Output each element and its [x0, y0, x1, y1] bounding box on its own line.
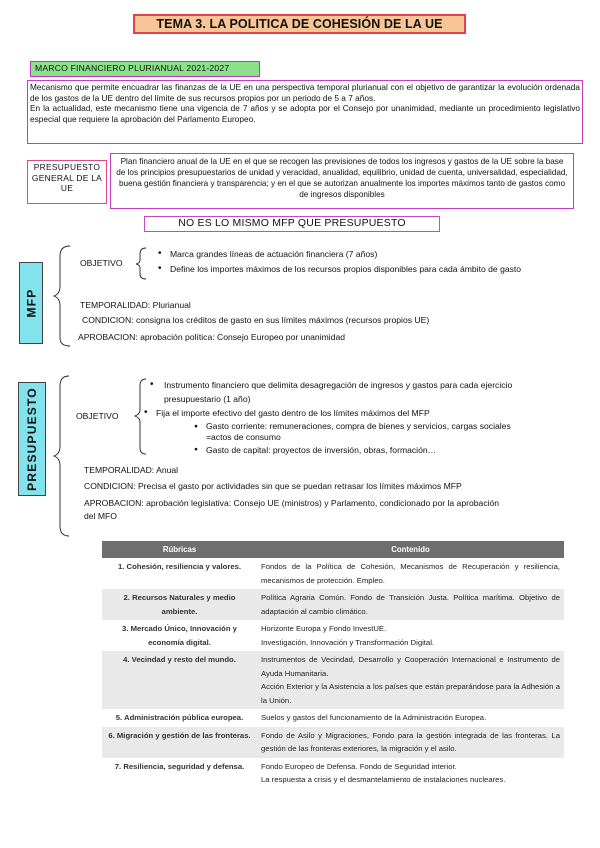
- presupuesto-objetivo-label: OBJETIVO: [76, 411, 119, 421]
- table-header-row: [102, 541, 564, 558]
- presupuesto-temporalidad: TEMPORALIDAD: Anual: [84, 465, 179, 475]
- comparison-header: NO ES LO MISMO MFP QUE PRESUPUESTO: [144, 216, 440, 232]
- rubrica-cell: 7. Resiliencia, seguridad y defensa.: [102, 758, 257, 789]
- contenido-paragraph: Investigación, Innovación y Transformación Digital.: [261, 637, 435, 647]
- mfp-temporalidad: TEMPORALIDAD: Plurianual: [80, 300, 191, 310]
- presupuesto-brace: [54, 376, 69, 536]
- presupuesto-aprobacion: [84, 497, 499, 523]
- presupuesto-general-definition: Plan financiero anual de la UE en el que se recogen las previsiones de todos los ingresos y gastos de la UE sobre la base de los principios presupuestarios de unidad y veracidad, anualidad, equilibrio, unidad de cuenta, universalidad, especialidad, buena gestión financiera y transparencia; y en el que se autorizan anualmente los importes máximos tanto de gastos como de ingresos disponibles: [110, 153, 574, 209]
- bullet-icon: •: [144, 407, 148, 419]
- page-title: TEMA 3. LA POLITICA DE COHESIÓN DE LA UE: [133, 14, 466, 34]
- mfp-objetivo-brace: [136, 248, 146, 279]
- rubrica-cell: 1. Cohesión, resiliencia y valores.: [102, 558, 257, 589]
- contenido-paragraph: La respuesta a crisis y el desmantelamiento de instalaciones nucleares.: [261, 775, 506, 784]
- table-row: [102, 558, 564, 589]
- marco-paragraph-2: En la actualidad, este mecanismo tiene una vigencia de 7 años y se adopta por el Consejo por unanimidad, mediante un procedimiento legislativo especial que requiere la aprobación del Parlamento Europeo.: [30, 103, 580, 125]
- rubricas-table: [102, 541, 564, 789]
- table-row: [102, 709, 564, 727]
- contenido-paragraph: Horizonte Europa y Fondo InvestUE.: [261, 624, 387, 633]
- presupuesto-item1-line1: Instrumento financiero que delimita desagregación de ingresos y gastos para cada ejercicio: [164, 380, 513, 390]
- presupuesto-sub1-line2: =actos de consumo: [206, 432, 281, 443]
- marco-paragraph-1: Mecanismo que permite encuadrar las finanzas de la UE en una perspectiva temporal plurianual con el objetivo de garantizar la evolución ordenada de los gastos de la UE dentro del límite de sus recursos propios por un periodo de 5 a 7 años.: [30, 82, 580, 103]
- mfp-objetivo-label: OBJETIVO: [80, 258, 123, 268]
- contenido-paragraph: Fondos de la Política de Cohesión, Mecanismos de Recuperación y resiliencia, mecanismos de protección. Empleo.: [261, 562, 560, 585]
- contenido-cell: [257, 727, 564, 758]
- presupuesto-tab-label: PRESUPUESTO: [25, 387, 40, 491]
- mfp-objetivo-list: [156, 248, 521, 275]
- table-header-contenido: Contenido: [257, 541, 564, 558]
- table-row: [102, 727, 564, 758]
- mfp-objetivo-item: • Marca grandes líneas de actuación financiera (7 años): [156, 248, 521, 260]
- contenido-cell: [257, 558, 564, 589]
- mfp-objetivo-item: • Define los importes máximos de los recursos propios disponibles para cada ámbito de gasto: [156, 263, 521, 275]
- contenido-cell: [257, 589, 564, 620]
- mfp-aprobacion: APROBACION: aprobación política: Consejo Europeo por unanimidad: [78, 332, 346, 342]
- mfp-brace: [54, 246, 70, 346]
- presupuesto-tab: [18, 382, 46, 496]
- table-row: [102, 620, 564, 651]
- contenido-paragraph: Suelos y gastos del funcionamiento de la Administración Europea.: [261, 713, 487, 722]
- presupuesto-item2: Fija el importe efectivo del gasto dentro de los límites máximos del MFP: [156, 408, 430, 419]
- presupuesto-sub2: Gasto de capital: proyectos de inversión, obras, formación…: [206, 444, 437, 455]
- presupuesto-item1-line2: presupuestario (1 año): [164, 394, 251, 405]
- rubrica-cell: 4. Vecindad y resto del mundo.: [102, 651, 257, 709]
- presupuesto-condicion: CONDICION: Precisa el gasto por actividades sin que se puedan retrasar los límites máximos MFP: [84, 481, 462, 491]
- marco-label: MARCO FINANCIERO PLURIANUAL 2021-2027: [30, 61, 260, 77]
- contenido-paragraph: Acción Exterior y la Asistencia a los países que están preparándose para la Adhesión a la Unión.: [261, 682, 560, 705]
- sub-bullet-icon: ●: [194, 445, 198, 453]
- mfp-tab-label: MFP: [24, 288, 38, 318]
- contenido-paragraph: Instrumentos de Vecindad, Desarrollo y Cooperación Internacional e Instrumento de Ayuda Humanitaria.: [261, 655, 560, 678]
- rubrica-cell: 2. Recursos Naturales y medio ambiente.: [102, 589, 257, 620]
- table-header-rubricas: Rúbricas: [102, 541, 257, 558]
- table-row: [102, 589, 564, 620]
- presupuesto-aprobacion-line1: APROBACION: aprobación legislativa: Consejo UE (ministros) y Parlamento, condicionado por la aprobación: [84, 498, 500, 508]
- presupuesto-objetivo-item: [144, 406, 512, 420]
- contenido-cell: [257, 709, 564, 727]
- presupuesto-objetivo-item: [150, 378, 512, 406]
- presupuesto-sub1-line1: Gasto corriente: remuneraciones, compra de bienes y servicios, cargas sociales: [206, 420, 511, 431]
- contenido-cell: [257, 620, 564, 651]
- sub-bullet-icon: ●: [194, 422, 198, 430]
- contenido-paragraph: Fondo Europeo de Defensa. Fondo de Seguridad interior.: [261, 761, 457, 771]
- contenido-cell: [257, 651, 564, 709]
- mfp-condicion: CONDICION: consigna los créditos de gasto en sus límites máximos (recursos propios UE): [82, 315, 430, 325]
- rubrica-cell: 3. Mercado Único, Innovación y economía digital.: [102, 620, 257, 651]
- rubrica-cell: 6. Migración y gestión de las fronteras.: [102, 727, 257, 758]
- contenido-paragraph: Política Agraria Común. Fondo de Transición Justa. Política marítima. Objetivo de adaptación al cambio climático.: [261, 593, 560, 616]
- presupuesto-objetivo-list: [144, 378, 513, 456]
- table-row: [102, 758, 564, 789]
- presupuesto-aprobacion-line2: del MFO: [84, 511, 117, 521]
- presupuesto-general-label: PRESUPUESTO GENERAL DE LA UE: [27, 160, 107, 204]
- table-body: [102, 558, 564, 789]
- presupuesto-sub-item: [150, 421, 512, 444]
- bullet-icon: •: [150, 379, 154, 390]
- presupuesto-sub-item: [150, 444, 512, 456]
- rubrica-cell: 5. Administración pública europea.: [102, 709, 257, 727]
- contenido-cell: [257, 758, 564, 789]
- table-row: [102, 651, 564, 709]
- contenido-paragraph: Fondo de Asilo y Migraciones, Fondo para la gestión integrada de las fronteras. La gestión de las fronteras exteriores, la migración y el asilo.: [261, 730, 560, 753]
